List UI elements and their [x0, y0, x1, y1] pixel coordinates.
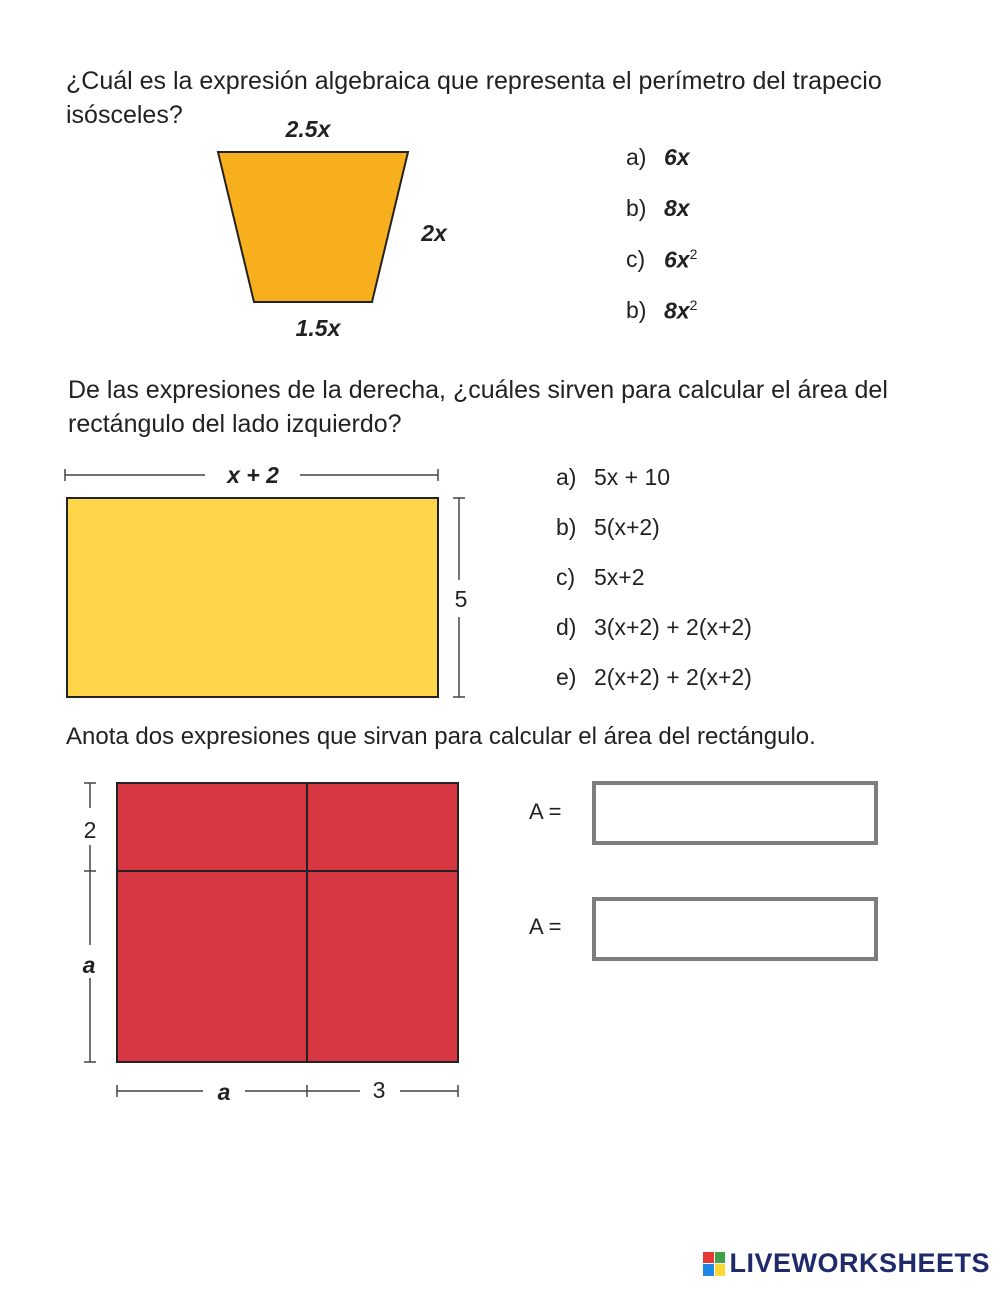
rectangle-height-label: 5	[454, 586, 468, 612]
q2-option-e[interactable]: e) 2(x+2) + 2(x+2)	[556, 664, 752, 690]
question-1-text: ¿Cuál es la expresión algebraica que representa el perímetro del trapecio isósceles?	[66, 67, 882, 129]
divided-label-top: 2	[83, 817, 97, 843]
liveworksheets-logo-icon	[703, 1252, 725, 1276]
trapezoid-top-label: 2.5x	[285, 116, 331, 142]
q2-options	[556, 464, 752, 714]
q2-option-b[interactable]: b) 5(x+2)	[556, 514, 660, 540]
rectangle-shape	[67, 498, 438, 697]
trapezoid-side-label: 2x	[421, 220, 447, 246]
divided-label-bottom-left: a	[217, 1079, 231, 1105]
question-3-text: Anota dos expresiones que sirvan para calcular el área del rectángulo.	[66, 723, 816, 750]
q2-option-d[interactable]: d) 3(x+2) + 2(x+2)	[556, 614, 752, 640]
trapezoid-figure	[200, 110, 480, 350]
rectangle-width-label: x + 2	[227, 462, 279, 488]
divided-rectangle-figure	[70, 770, 480, 1115]
rectangle-figure	[55, 455, 485, 705]
answer-1-label: A =	[529, 799, 562, 824]
answer-2-label: A =	[529, 914, 562, 939]
question-2-text: De las expresiones de la derecha, ¿cuáles sirven para calcular el área del rectángulo del lado izquierdo?	[68, 376, 888, 438]
answer-2-input[interactable]	[592, 897, 878, 961]
divided-label-left: a	[82, 952, 96, 978]
answer-1-input[interactable]	[592, 781, 878, 845]
q2-option-a[interactable]: a) 5x + 10	[556, 464, 671, 490]
q1-option-d[interactable]: b) $8x^2$	[626, 297, 698, 324]
divided-rectangle-shape	[117, 783, 458, 1062]
trapezoid-bottom-label: 1.5x	[295, 315, 341, 341]
trapezoid-shape	[218, 152, 408, 302]
q1-option-b[interactable]: b) 8x	[626, 195, 690, 221]
q1-option-c[interactable]: c) $6x^2$	[626, 246, 698, 273]
liveworksheets-logo-text: LIVEWORKSHEETS	[729, 1248, 990, 1278]
liveworksheets-logo[interactable]	[703, 1248, 990, 1279]
q1-option-a[interactable]: a) 6x	[626, 144, 690, 170]
q2-option-c[interactable]: c) 5x+2	[556, 564, 645, 590]
divided-label-bottom-right: 3	[372, 1077, 386, 1103]
q1-options	[626, 144, 697, 348]
